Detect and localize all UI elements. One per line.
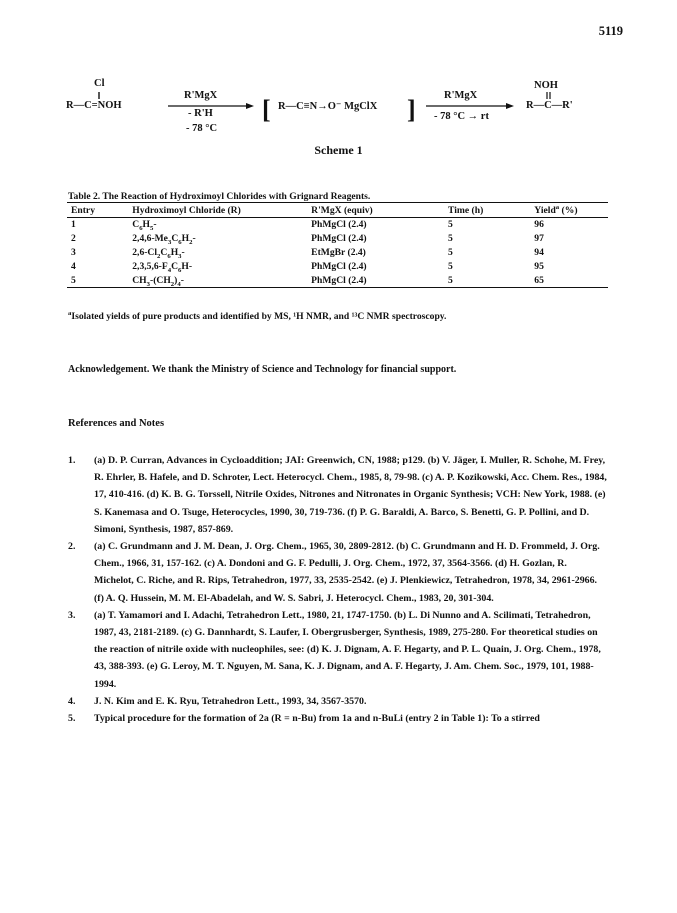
reference-item	[68, 538, 608, 607]
header-entry: Entry	[67, 203, 132, 218]
scheme-reagent1-temp: - 78 °C	[186, 123, 218, 134]
cell-yield: 94	[534, 246, 544, 258]
page-number: 5119	[598, 24, 623, 38]
svg-text:[: [	[262, 95, 271, 124]
table-header-row	[67, 203, 608, 218]
cell-r: $C_6H_5-$	[132, 219, 157, 233]
scheme-reagent1: R'MgX	[184, 90, 218, 101]
table-row	[67, 218, 608, 232]
table-row	[67, 246, 608, 260]
table-caption: Table 2. The Reaction of Hydroximoyl Chlorides with Grignard Reagents.	[68, 191, 371, 202]
reference-item	[68, 693, 608, 710]
cell-r: $2,4,6-Me_3C_6H_2-$	[132, 233, 196, 247]
table-footnote	[68, 311, 446, 322]
acknowledgement-label: Acknowledgement.	[68, 364, 150, 375]
cell-time: 5	[448, 219, 453, 231]
header-time: Time (h)	[448, 203, 534, 218]
cell-grignard: PhMgCl (2.4)	[311, 273, 448, 287]
header-grignard: R'MgX (equiv)	[311, 203, 448, 218]
reference-number: 3.	[68, 609, 76, 621]
cell-entry: 3	[71, 246, 76, 258]
scheme-reagent1-byproduct: - R'H	[188, 108, 213, 119]
acknowledgement	[68, 364, 456, 375]
cell-grignard: PhMgCl (2.4)	[311, 219, 367, 231]
cell-entry: 2	[71, 233, 76, 245]
scheme-starting-material: R—C=NOH	[66, 100, 122, 111]
header-yield-label: Yield	[534, 205, 556, 216]
reference-number: 2.	[68, 541, 76, 553]
header-yield-unit: (%)	[559, 205, 578, 216]
references-list	[68, 452, 608, 727]
header-yield-footnote-mark: a	[555, 203, 560, 211]
scheme-noh-label: NOH	[534, 80, 558, 91]
cell-grignard: PhMgCl (2.4)	[311, 260, 367, 272]
cell-entry: 5	[67, 273, 132, 287]
table-row	[67, 232, 608, 246]
reference-item	[68, 452, 608, 538]
reference-text: (a) T. Yamamori and I. Adachi, Tetrahedron Lett., 1980, 21, 1747-1750. (b) L. Di Nunno and A. Scilimati, Tetrahedron, 1987, 43, 2181-2189. (c) G. Dannhardt, S. Laufer, I. Obergrusberger, Synthesis, 1989, 275-280. For theoretical studies on the reaction of nitrile oxide with nucleophiles, see: (d) K. J. Dignam, A. F. Hegarty, and P. L. Quain, J. Org. Chem., 1978, 43, 388-393. (e) G. Leroy, M. T. Nguyen, M. Sana, K. J. Dignam, and A. F. Hegarty, J. Am. Chem. Soc., 1979, 101, 1988-1994.	[94, 609, 601, 690]
cell-time: 5	[448, 233, 453, 245]
cell-entry: 1	[71, 219, 76, 231]
header-hydroximoyl-chloride: Hydroximoyl Chloride (R)	[132, 203, 311, 218]
footnote-mark: a	[68, 309, 72, 317]
cell-entry: 4	[71, 260, 76, 272]
reference-number: 5.	[68, 713, 76, 725]
scheme-intermediate: R—C≡N→O⁻ MgClX	[278, 101, 378, 112]
references-heading: References and Notes	[68, 418, 165, 429]
table-row	[67, 259, 608, 273]
reference-text: Typical procedure for the formation of 2a (R = n-Bu) from 1a and n-BuLi (entry 2 in Table 1): To a stirred	[94, 713, 540, 725]
reference-text: J. N. Kim and E. K. Ryu, Tetrahedron Lett., 1993, 34, 3567-3570.	[94, 695, 367, 707]
scheme-title: Scheme 1	[314, 143, 363, 157]
reference-text: (a) D. P. Curran, Advances in Cycloaddition; JAI: Greenwich, CN, 1988; p129. (b) V. Jäger, I. Muller, R. Schohe, M. Frey, R. Ehrler, B. Hafele, and D. Schroter, Lect. Heterocycl. Chem., 1985, 8, 79-98. (c) A. P. Kozikowski, Acc. Chem. Res., 1984, 17, 410-416. (d) K. B. G. Torssell, Nitrile Oxides, Nitrones and Nitronates in Organic Synthesis; VCH: New York, 1988. (e) S. Kanemasa and O. Tsuge, Heterocycles, 1990, 30, 719-736. (f) P. G. Baraldi, A. Barco, S. Benetti, G. P. Pollini, and D. Simoni, Synthesis, 1987, 857-869.	[94, 455, 607, 535]
cell-r: $CH_3-(CH_2)_4-$	[132, 273, 311, 287]
scheme-product: R—C—R'	[526, 100, 573, 111]
cell-time: 5	[448, 246, 453, 258]
footnote-text: Isolated yields of pure products and identified by MS, ¹H NMR, and ¹³C NMR spectroscopy.	[71, 311, 447, 322]
reference-number: 1.	[68, 455, 76, 466]
cell-grignard: EtMgBr (2.4)	[311, 246, 366, 258]
cell-time: 5	[448, 273, 534, 287]
cell-yield: 96	[534, 219, 544, 231]
cell-time: 5	[448, 260, 453, 272]
header-yield	[534, 203, 608, 218]
scheme-reagent2-conditions: - 78 °C → rt	[434, 111, 489, 122]
results-table	[67, 202, 608, 288]
reference-item	[68, 607, 608, 693]
reference-item	[68, 710, 608, 727]
cell-yield: 95	[534, 260, 544, 272]
reaction-scheme	[66, 78, 626, 148]
scheme-reagent2: R'MgX	[444, 90, 478, 101]
reference-number: 4.	[68, 695, 76, 707]
svg-text:]: ]	[407, 95, 416, 124]
cell-r: $2,3,5,6-F_4C_6H-$	[132, 260, 193, 274]
reference-text: (a) C. Grundmann and J. M. Dean, J. Org. Chem., 1965, 30, 2809-2812. (b) C. Grundmann and H. D. Frommeld, J. Org. Chem., 1966, 31, 157-162. (c) A. Dondoni and G. F. Pedulli, J. Org. Chem., 1972, 37, 3564-3566. (d) H. Gozlan, R. Michelot, C. Riche, and R. Rips, Tetrahedron, 1977, 33, 2535-2542. (e) J. Plenkiewicz, Tetrahedron, 1978, 34, 2961-2966. (f) A. Q. Hussein, M. M. El-Abadelah, and W. S. Sabri, J. Heterocycl. Chem., 1983, 20, 301-304.	[94, 541, 600, 604]
table-row	[67, 273, 608, 287]
cell-yield: 97	[534, 233, 544, 245]
cell-grignard: PhMgCl (2.4)	[311, 233, 367, 245]
cell-yield: 65	[534, 273, 608, 287]
cell-r: $2,6-Cl_2C_6H_3-$	[132, 246, 185, 260]
acknowledgement-text: We thank the Ministry of Science and Technology for financial support.	[149, 364, 457, 375]
scheme-cl-label: Cl	[94, 78, 105, 89]
